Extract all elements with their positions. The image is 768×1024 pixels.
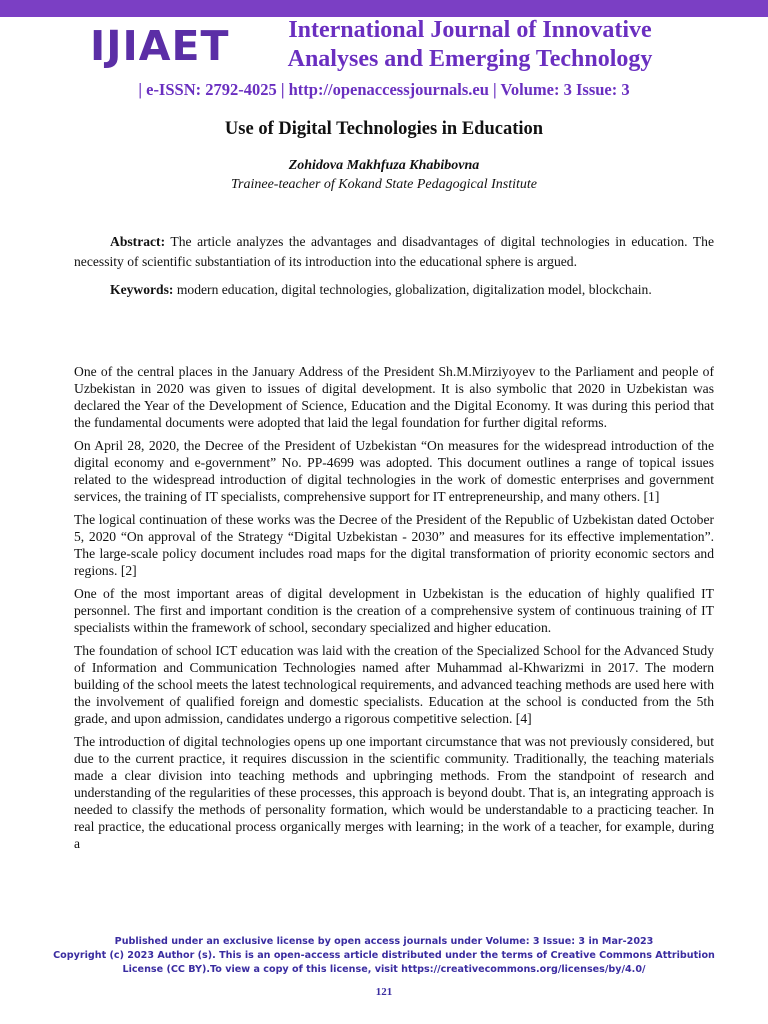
abstract-section [74,232,714,309]
body-paragraph: The logical continuation of these works was the Decree of the President of the Republic of Uzbekistan dated October 5, 2020 “On approval of the Strategy “Digital Uzbekistan - 2030” and measures for its effective implementation”. The large-scale policy document includes road maps for the digital transformation of priority economic sectors and regions. [2] [74,512,714,578]
body-paragraph: The foundation of school ICT education was laid with the creation of the Specialized School for the Advanced Study of Information and Communication Technologies named after Muhammad al-Khwarizmi in 2017. The modern building of the school meets the latest technological requirements, and advanced teaching methods are used here with the involvement of qualified foreign and domestic specialists. Education at the school is conducted from the 5th grade, and upon admission, candidates undergo a rigorous competitive selection. [4] [74,643,714,726]
abstract-text: The article analyzes the advantages and disadvantages of digital technologies in education. The necessity of scientific substantiation of its introduction into the educational sphere is argued. [74,234,714,269]
license-footer [40,935,728,977]
body-paragraph: One of the central places in the January Address of the President Sh.M.Mirziyoyev to the Parliament and people of Uzbekistan in 2020 was given to issues of digital development. It is also symbolic that 2020 in Uzbekistan was declared the Year of the Development of Science, Education and the Digital Economy. It was during this period that the fundamental documents were adopted that laid the legal foundation for further digital reforms. [74,364,714,430]
article-body [74,363,714,923]
keywords-text: modern education, digital technologies, globalization, digitalization model, blockchain. [173,282,652,297]
author-affiliation: Trainee-teacher of Kokand State Pedagogical Institute [231,177,537,192]
page-number: 121 [375,986,393,998]
paper-title: Use of Digital Technologies in Education [224,119,544,139]
journal-title-line2: Analyses and Emerging Technology [287,46,653,72]
abstract-paragraph [74,232,714,271]
footer-publication-line: Published under an exclusive license by open access journals under Volume: 3 Issue: 3 in Mar-2023 [114,936,654,947]
issn-line: | e-ISSN: 2792-4025 | http://openaccessjournals.eu | Volume: 3 Issue: 3 [138,80,630,99]
journal-title [260,16,680,74]
top-color-bar [0,0,768,17]
footer-copyright-line: Copyright (c) 2023 Author (s). This is an open-access article distributed under the terms of Creative Commons Attribution License (CC BY).To view a copy of this license, visit https://creativecommons.org/licenses/by/4.0/ [53,950,715,975]
journal-title-line1: International Journal of Innovative [288,17,652,43]
author-name: Zohidova Makhfuza Khabibovna [288,158,480,173]
body-paragraph: The introduction of digital technologies opens up one important circumstance that was not previously considered, but due to the current practice, it requires discussion in the scientific community. Traditionally, the teaching materials made a clear division into teaching methods and upbringing methods. From the standpoint of research and understanding of the regularities of these processes, this approach is beyond doubt. That is, an integrating approach is needed to classify the methods of personality formation, which would be understandable to a practicing teacher. In real practice, the educational process organically merges with learning; in the work of a teacher, for example, during a [74,734,714,851]
abstract-label: Abstract: [110,234,166,249]
journal-logo: IJIAET [90,22,230,70]
body-paragraph: One of the most important areas of digital development in Uzbekistan is the education of highly qualified IT personnel. The first and important condition is the creation of a comprehensive system of continuous training of IT specialists within the framework of school, secondary specialized and higher education. [74,586,714,635]
keywords-label: Keywords: [110,282,174,297]
keywords-paragraph [74,280,714,300]
body-paragraph: On April 28, 2020, the Decree of the President of Uzbekistan “On measures for the widespread introduction of the digital economy and e-government” No. PP-4699 was adopted. This document outlines a range of topical issues related to the widespread introduction of digital technologies in the work of domestic enterprises and government services, the training of IT specialists, comprehensive support for IT entrepreneurship, and many others. [1] [74,438,714,504]
